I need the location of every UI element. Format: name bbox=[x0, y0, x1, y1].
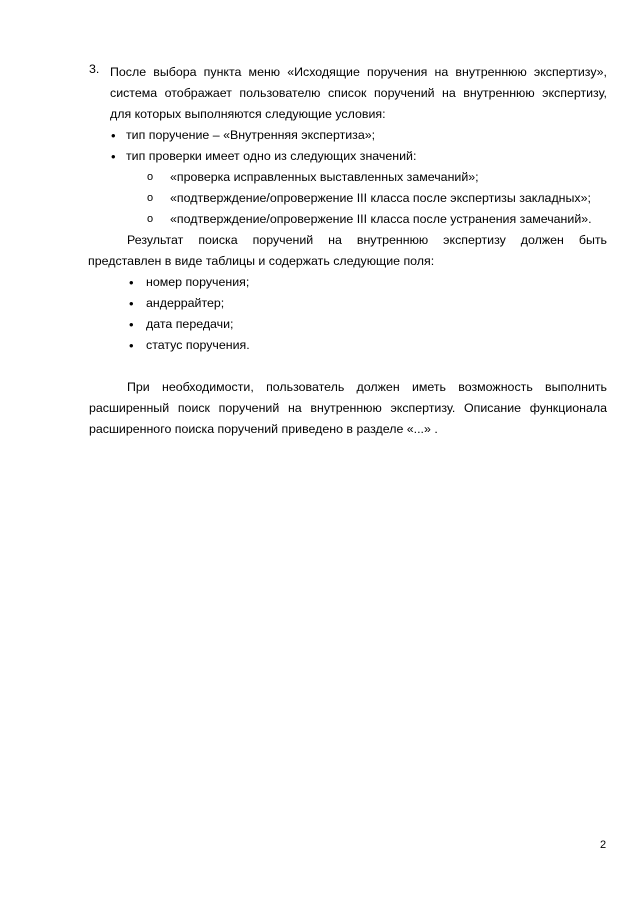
sub-list-item-text: «подтверждение/опровержение III класса после экспертизы закладных»; bbox=[170, 191, 591, 205]
sub-list-item bbox=[89, 167, 607, 188]
paragraph-line: Результат поиска поручений на внутреннюю экспертизу должен быть bbox=[127, 233, 607, 247]
list-item bbox=[89, 272, 607, 293]
paragraph-line: система отображает пользователю список поручений на внутреннюю экспертизу, bbox=[110, 86, 607, 100]
bullet-icon: • bbox=[111, 128, 116, 143]
list-item-text: тип проверки имеет одно из следующих значений: bbox=[126, 149, 417, 163]
bullet-icon: • bbox=[129, 317, 134, 332]
circle-bullet-icon: o bbox=[147, 171, 154, 183]
paragraph-line: При необходимости, пользователь должен иметь возможность выполнить bbox=[127, 380, 607, 394]
document-body bbox=[89, 62, 607, 440]
list-item-text: дата передачи; bbox=[146, 317, 234, 331]
bullet-icon: • bbox=[111, 149, 116, 164]
bullet-icon: • bbox=[129, 296, 134, 311]
list-number: 3. bbox=[89, 62, 100, 76]
list-item bbox=[89, 125, 607, 146]
sub-list-item bbox=[89, 209, 607, 230]
sub-list-item-text: «проверка исправленных выставленных замечаний»; bbox=[170, 170, 479, 184]
paragraph-line: представлен в виде таблицы и содержать следующие поля: bbox=[88, 254, 435, 268]
paragraph-line: расширенный поиск поручений на внутреннюю экспертизу. Описание функционала bbox=[89, 401, 607, 415]
paragraph-line: для которых выполняются следующие условия: bbox=[110, 107, 386, 121]
bullet-icon: • bbox=[129, 275, 134, 290]
sub-list-item-text: «подтверждение/опровержение III класса после устранения замечаний». bbox=[170, 212, 592, 226]
list-item bbox=[89, 146, 607, 167]
list-item-text: андеррайтер; bbox=[146, 296, 225, 310]
list-item-text: статус поручения. bbox=[146, 338, 250, 352]
paragraph-line: расширенного поиска поручений приведено в разделе «...» . bbox=[89, 422, 438, 436]
sub-list-item bbox=[89, 188, 607, 209]
list-item bbox=[89, 293, 607, 314]
blank-line bbox=[89, 356, 607, 377]
paragraph-line: После выбора пункта меню «Исходящие поручения на внутреннюю экспертизу», bbox=[110, 65, 607, 79]
circle-bullet-icon: o bbox=[147, 192, 154, 204]
list-item-text: тип поручение – «Внутренняя экспертиза»; bbox=[126, 128, 376, 142]
list-item-text: номер поручения; bbox=[146, 275, 250, 289]
list-item bbox=[89, 314, 607, 335]
list-item bbox=[89, 335, 607, 356]
circle-bullet-icon: o bbox=[147, 213, 154, 225]
bullet-icon: • bbox=[129, 338, 134, 353]
numbered-item-3 bbox=[89, 62, 607, 125]
page-number: 2 bbox=[600, 839, 607, 851]
